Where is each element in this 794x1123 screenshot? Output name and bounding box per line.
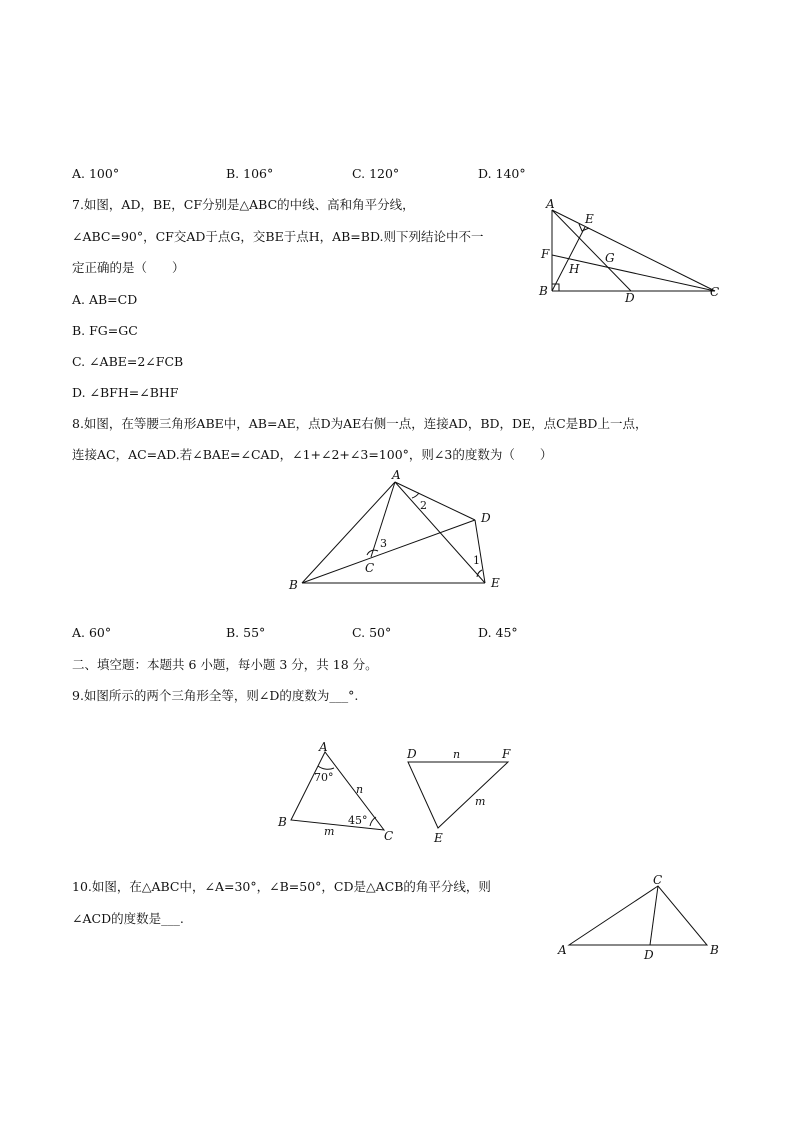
q9-label-f: F — [502, 747, 511, 761]
q9-side-label-m1: m — [324, 825, 335, 838]
q8-angle-arc-2 — [412, 493, 419, 498]
q8-stem-line-2: 连接AC，AC=AD.若∠BAE=∠CAD，∠1+∠2+∠3=100°，则∠3的度数为（ ） — [72, 447, 553, 462]
q8-option-b: B. 55° — [226, 625, 266, 640]
q8-angle-label-2: 2 — [420, 499, 427, 512]
q10-stem-line-2: ∠ACD的度数是___. — [72, 911, 184, 926]
q7-label-c: C — [710, 285, 720, 299]
q6-option-c: C. 120° — [352, 166, 400, 181]
q6-option-d: D. 140° — [478, 166, 526, 181]
q8-option-d: D. 45° — [478, 625, 518, 640]
q9-figure — [278, 738, 518, 848]
q8-stem-line-1: 8.如图，在等腰三角形ABE中，AB=AE，点D为AE右侧一点，连接AD，BD，DE，点C是BD上一点， — [72, 416, 648, 431]
q9-side-label-n1: n — [356, 783, 364, 796]
q7-label-e: E — [585, 212, 594, 226]
q8-angle-arc-1 — [477, 570, 482, 577]
q8-segment-bd — [302, 520, 475, 583]
q7-segment-ac — [552, 210, 715, 291]
q7-option-b: B. FG=GC — [72, 323, 138, 338]
q9-stem: 9.如图所示的两个三角形全等，则∠D的度数为___°. — [72, 688, 359, 703]
q9-label-e: E — [434, 831, 443, 845]
q8-figure — [285, 465, 515, 595]
q9-triangle-abc — [291, 752, 384, 830]
q10-triangle-abc — [569, 886, 707, 945]
q9-label-d: D — [407, 747, 417, 761]
q7-label-g: G — [605, 251, 615, 265]
q10-stem-line-1: 10.如图，在△ABC中，∠A=30°，∠B=50°，CD是△ACB的角平分线，则 — [72, 879, 491, 894]
q8-angle-label-3: 3 — [380, 537, 387, 550]
q9-label-b: B — [278, 815, 287, 829]
q9-angle-label-c: 45° — [348, 814, 368, 827]
q7-stem-line-1: 7.如图，AD，BE，CF分别是△ABC的中线、高和角平分线， — [72, 197, 415, 212]
q10-label-b: B — [710, 943, 719, 957]
q8-option-a: A. 60° — [72, 625, 112, 640]
q9-angle-label-a: 70° — [314, 771, 334, 784]
q7-option-a: A. AB=CD — [72, 292, 138, 307]
q7-stem-line-3: 定正确的是（ ） — [72, 260, 185, 275]
q10-segment-cd — [650, 886, 658, 945]
q9-angle-arc-a — [318, 766, 334, 769]
q9-triangle-def — [408, 762, 508, 828]
q8-angle-label-1: 1 — [473, 554, 480, 567]
q7-label-d: D — [625, 291, 635, 305]
q8-label-c: C — [365, 561, 375, 575]
q10-label-c: C — [653, 873, 663, 887]
q7-stem-line-2: ∠ABC=90°，CF交AD于点G，交BE于点H，AB=BD.则下列结论中不一 — [72, 229, 484, 244]
section-2-title: 二、填空题：本题共 6 小题，每小题 3 分，共 18 分。 — [72, 657, 378, 672]
q7-label-b: B — [539, 284, 548, 298]
q6-option-b: B. 106° — [226, 166, 274, 181]
q8-option-c: C. 50° — [352, 625, 392, 640]
q7-label-a: A — [546, 197, 555, 211]
q8-label-e: E — [491, 576, 500, 590]
q9-label-a: A — [319, 740, 328, 754]
q7-label-f: F — [541, 247, 550, 261]
q8-segment-ab — [302, 482, 395, 583]
q7-label-h: H — [569, 262, 580, 276]
q8-segment-ad — [395, 482, 475, 520]
q9-side-label-m2: m — [475, 795, 486, 808]
q7-figure — [535, 195, 725, 305]
q9-label-c: C — [384, 829, 394, 843]
q8-label-b: B — [289, 578, 298, 592]
q9-side-label-n2: n — [453, 748, 461, 761]
q10-label-d: D — [644, 948, 654, 962]
q8-label-a: A — [392, 468, 401, 482]
q7-option-d: D. ∠BFH=∠BHF — [72, 385, 179, 400]
q10-figure — [555, 872, 735, 962]
q6-option-a: A. 100° — [72, 166, 120, 181]
q8-label-d: D — [481, 511, 491, 525]
q10-label-a: A — [558, 943, 567, 957]
q7-option-c: C. ∠ABE=2∠FCB — [72, 354, 184, 369]
